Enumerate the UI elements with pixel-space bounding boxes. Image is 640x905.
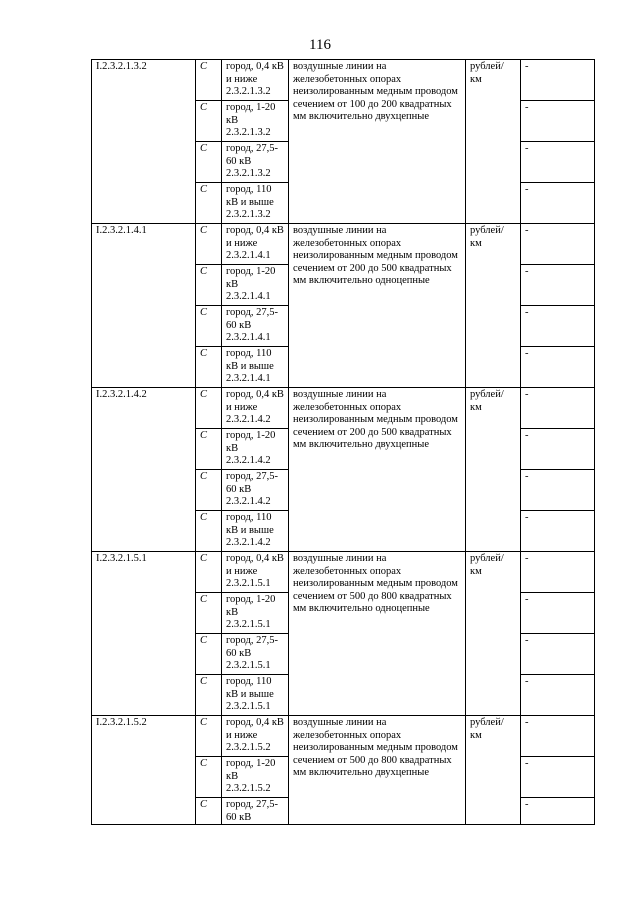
item-code-cell: I.2.3.2.1.4.1 <box>92 224 196 388</box>
category-letter-cell: C <box>196 224 222 265</box>
voltage-class-cell: город, 110 кВ и выше 2.3.2.1.3.2 <box>222 183 289 224</box>
category-letter-cell: C <box>196 716 222 757</box>
category-letter-cell: C <box>196 634 222 675</box>
description-cell: воздушные линии на железобетонных опорах неизолированным медным проводом сечением от 200 до 500 квадратных мм включительно одноцепные <box>289 224 466 388</box>
category-letter-cell: C <box>196 388 222 429</box>
voltage-class-cell: город, 0,4 кВ и ниже 2.3.2.1.3.2 <box>222 60 289 101</box>
voltage-class-cell: город, 0,4 кВ и ниже 2.3.2.1.5.1 <box>222 552 289 593</box>
category-letter-cell: C <box>196 101 222 142</box>
value-cell: - <box>521 552 595 593</box>
category-letter-cell: C <box>196 429 222 470</box>
category-letter-cell: C <box>196 470 222 511</box>
category-letter-cell: C <box>196 142 222 183</box>
value-cell: - <box>521 265 595 306</box>
value-cell: - <box>521 429 595 470</box>
value-cell: - <box>521 306 595 347</box>
voltage-class-cell: город, 1-20 кВ 2.3.2.1.4.1 <box>222 265 289 306</box>
voltage-class-cell: город, 110 кВ и выше 2.3.2.1.4.1 <box>222 347 289 388</box>
category-letter-cell: C <box>196 798 222 825</box>
value-cell: - <box>521 60 595 101</box>
category-letter-cell: C <box>196 265 222 306</box>
item-code-cell: I.2.3.2.1.4.2 <box>92 388 196 552</box>
item-code-cell: I.2.3.2.1.5.1 <box>92 552 196 716</box>
value-cell: - <box>521 347 595 388</box>
value-cell: - <box>521 757 595 798</box>
unit-cell: рублей/ км <box>466 60 521 224</box>
value-cell: - <box>521 634 595 675</box>
value-cell: - <box>521 388 595 429</box>
voltage-class-cell: город, 0,4 кВ и ниже 2.3.2.1.4.1 <box>222 224 289 265</box>
category-letter-cell: C <box>196 675 222 716</box>
value-cell: - <box>521 511 595 552</box>
value-cell: - <box>521 470 595 511</box>
table-row <box>92 716 595 757</box>
value-cell: - <box>521 101 595 142</box>
unit-cell: рублей/ км <box>466 552 521 716</box>
category-letter-cell: C <box>196 347 222 388</box>
voltage-class-cell: город, 1-20 кВ 2.3.2.1.3.2 <box>222 101 289 142</box>
category-letter-cell: C <box>196 60 222 101</box>
item-code-cell: I.2.3.2.1.3.2 <box>92 60 196 224</box>
value-cell: - <box>521 224 595 265</box>
tariff-table <box>91 59 595 825</box>
category-letter-cell: C <box>196 552 222 593</box>
value-cell: - <box>521 142 595 183</box>
page-number: 116 <box>309 37 331 53</box>
value-cell: - <box>521 675 595 716</box>
voltage-class-cell: город, 27,5-60 кВ 2.3.2.1.5.1 <box>222 634 289 675</box>
description-cell: воздушные линии на железобетонных опорах неизолированным медным проводом сечением от 200 до 500 квадратных мм включительно двухцепные <box>289 388 466 552</box>
category-letter-cell: C <box>196 757 222 798</box>
voltage-class-cell: город, 27,5-60 кВ 2.3.2.1.4.1 <box>222 306 289 347</box>
unit-cell: рублей/ км <box>466 716 521 825</box>
voltage-class-cell: город, 110 кВ и выше 2.3.2.1.5.1 <box>222 675 289 716</box>
value-cell: - <box>521 716 595 757</box>
tariff-table-body <box>92 60 595 825</box>
category-letter-cell: C <box>196 183 222 224</box>
category-letter-cell: C <box>196 306 222 347</box>
table-row <box>92 388 595 429</box>
voltage-class-cell: город, 27,5-60 кВ <box>222 798 289 825</box>
voltage-class-cell: город, 0,4 кВ и ниже 2.3.2.1.4.2 <box>222 388 289 429</box>
description-cell: воздушные линии на железобетонных опорах неизолированным медным проводом сечением от 500 до 800 квадратных мм включительно одноцепные <box>289 552 466 716</box>
category-letter-cell: C <box>196 593 222 634</box>
table-row <box>92 60 595 101</box>
value-cell: - <box>521 183 595 224</box>
voltage-class-cell: город, 27,5-60 кВ 2.3.2.1.3.2 <box>222 142 289 183</box>
description-cell: воздушные линии на железобетонных опорах неизолированным медным проводом сечением от 100 до 200 квадратных мм включительно двухцепные <box>289 60 466 224</box>
category-letter-cell: C <box>196 511 222 552</box>
description-cell: воздушные линии на железобетонных опорах неизолированным медным проводом сечением от 500 до 800 квадратных мм включительно двухцепные <box>289 716 466 825</box>
item-code-cell: I.2.3.2.1.5.2 <box>92 716 196 825</box>
voltage-class-cell: город, 110 кВ и выше 2.3.2.1.4.2 <box>222 511 289 552</box>
table-row <box>92 224 595 265</box>
voltage-class-cell: город, 1-20 кВ 2.3.2.1.5.1 <box>222 593 289 634</box>
table-row <box>92 552 595 593</box>
voltage-class-cell: город, 27,5-60 кВ 2.3.2.1.4.2 <box>222 470 289 511</box>
value-cell: - <box>521 593 595 634</box>
unit-cell: рублей/ км <box>466 388 521 552</box>
voltage-class-cell: город, 1-20 кВ 2.3.2.1.4.2 <box>222 429 289 470</box>
value-cell: - <box>521 798 595 825</box>
unit-cell: рублей/ км <box>466 224 521 388</box>
voltage-class-cell: город, 1-20 кВ 2.3.2.1.5.2 <box>222 757 289 798</box>
voltage-class-cell: город, 0,4 кВ и ниже 2.3.2.1.5.2 <box>222 716 289 757</box>
